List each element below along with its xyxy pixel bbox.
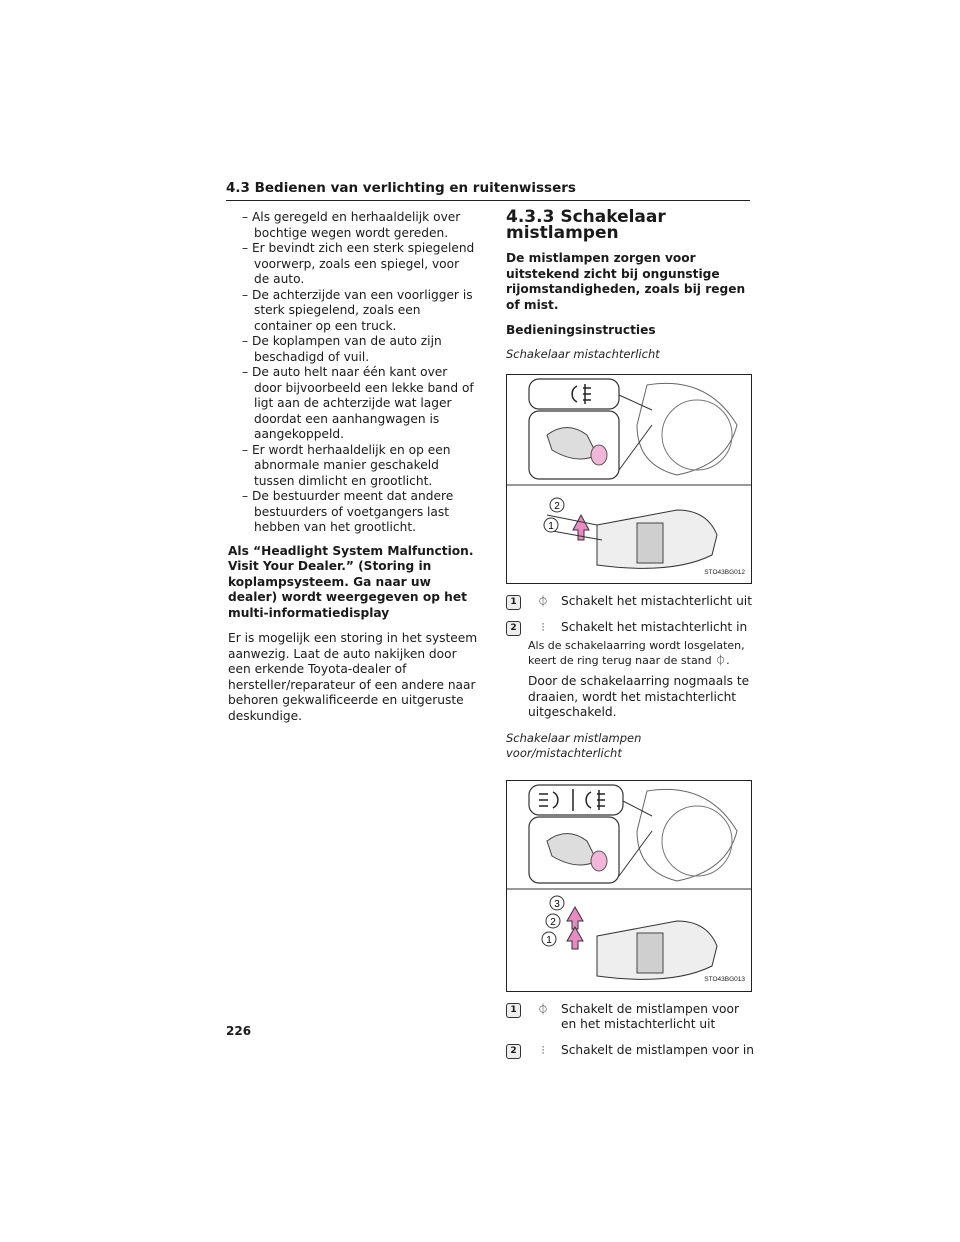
figure-1 [506, 374, 752, 584]
bullet-item: – Er bevindt zich een sterk spiegelend voorwerp, zoals een spiegel, voor de auto. [242, 241, 475, 286]
front-rear-fog-switch-illustration [507, 781, 751, 991]
section-title: 4.3.3 Schakelaar mistlampen [506, 207, 666, 243]
figure-label: 2 [550, 916, 556, 928]
note-end: . [726, 654, 730, 667]
bullet-item: – De achterzijde van een voorligger is sterk spiegelend, zoals een container op een truck. [242, 287, 473, 333]
item-number: 1 [506, 1003, 521, 1018]
item-text: Schakelt de mistlampen voor in [561, 1042, 754, 1057]
bullet-item: – De auto helt naar één kant over door bijvoorbeeld een lekke band of ligt aan de achterzijde wat lager doordat een aanhangwagen is aangekoppeld. [242, 365, 474, 441]
front-fog-icon: ⫶ [541, 1043, 545, 1057]
fig1-item-2 [506, 620, 754, 636]
right-column [506, 207, 754, 1059]
fig1-extra: Door de schakelaarring nogmaals te draaien, wordt het mistachterlicht uitgeschakeld. [528, 674, 750, 719]
figure-label: 1 [546, 934, 552, 946]
item-text: Schakelt het mistachterlicht uit [561, 594, 752, 608]
off-icon: ⏀ [537, 1002, 549, 1016]
figure-2-caption: Schakelaar mistlampen voor/mistachterlicht [506, 730, 642, 760]
left-column [228, 210, 478, 724]
note-text: Als de schakelaarring wordt losgelaten, keert de ring terug naar de stand [528, 639, 745, 667]
figure-1-caption: Schakelaar mistachterlicht [506, 346, 660, 361]
sub-heading: Bedieningsinstructies [506, 323, 656, 337]
fig2-item-2 [506, 1043, 754, 1059]
item-number: 2 [506, 1044, 521, 1059]
fig1-note [528, 638, 754, 668]
item-number: 2 [506, 621, 521, 636]
item-text: Schakelt het mistachterlicht in [561, 620, 748, 634]
off-icon: ⏀ [537, 595, 549, 608]
off-icon: ⏀ [715, 654, 727, 667]
bullet-item: – Er wordt herhaaldelijk en op een abnormale manier geschakeld tussen dimlicht en grootlicht. [242, 442, 451, 488]
fig1-item-1 [506, 594, 754, 610]
bullet-item: – De bestuurder meent dat andere bestuurders of voetgangers last hebben van het grootlicht. [242, 489, 454, 534]
intro-text: De mistlampen zorgen voor uitstekend zicht bij ongunstige rijomstandigheden, zoals bij regen of mist. [506, 251, 746, 312]
bullet-item: – De koplampen van de auto zijn beschadigd of vuil. [242, 334, 442, 364]
bullet-item: – Als geregeld en herhaaldelijk over bochtige wegen wordt gereden. [242, 210, 461, 240]
rear-fog-icon: ⫶ [541, 621, 545, 634]
figure-code: STO43BG013 [704, 976, 745, 983]
malfunction-heading: Als “Headlight System Malfunction. Visit Your Dealer.” (Storing in koplampsysteem. Ga naar uw dealer) wordt weergegeven op het multi-informatiedisplay [228, 543, 474, 620]
figure-code: STO43BG012 [704, 568, 745, 576]
page-number: 226 [226, 1024, 252, 1038]
figure-2 [506, 780, 752, 992]
fig2-item-1 [506, 1002, 754, 1033]
malfunction-paragraph: Er is mogelijk een storing in het systeem aanwezig. Laat de auto nakijken door een erkende Toyota-dealer of hersteller/reparateur of een andere naar behoren gekwalificeerde en uitgeruste deskundige. [228, 631, 478, 723]
item-number: 1 [506, 595, 521, 610]
item-text: Schakelt de mistlampen voor en het mistachterlicht uit [561, 1001, 739, 1031]
figure-label: 2 [554, 501, 560, 512]
figure-label: 1 [548, 521, 554, 532]
rear-fog-switch-illustration [507, 375, 751, 583]
section-header: 4.3 Bedienen van verlichting en ruitenwissers [226, 180, 750, 201]
figure-label: 3 [554, 898, 560, 910]
